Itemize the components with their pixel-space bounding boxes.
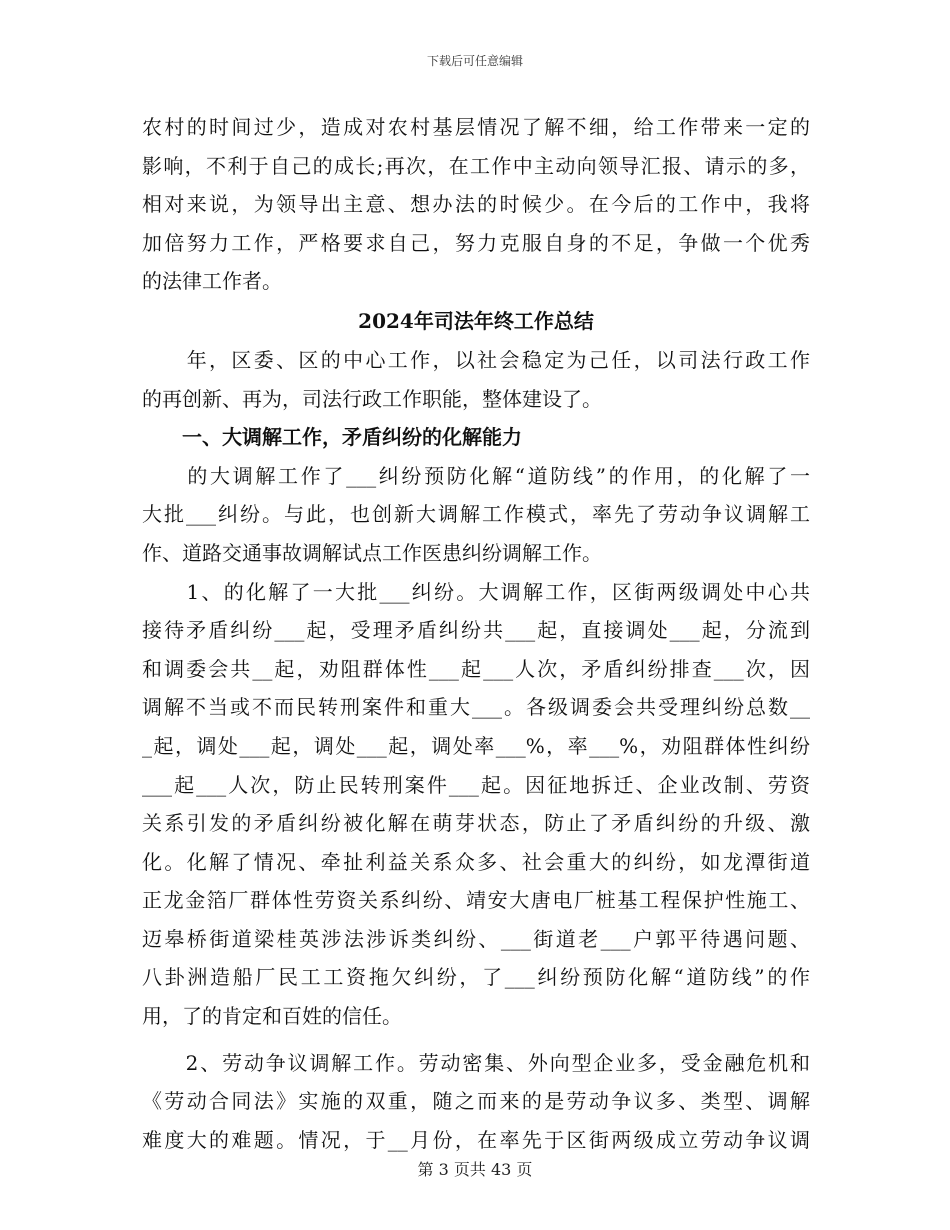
text-line: ___起___人次，防止民转刑案件___起。因征地拆迁、企业改制、劳资 [142,772,810,797]
text-line: 年，区委、区的中心工作，以社会稳定为己任，以司法行政工作 [142,347,810,372]
text-line: 大批___纠纷。与此，也创新大调解工作模式，率先了劳动争议调解工 [142,502,810,527]
text-line: 1、的化解了一大批___纠纷。大调解工作，区街两级调处中心共 [142,579,810,604]
section-heading: 一、大调解工作，矛盾纠纷的化解能力 [142,425,522,450]
item1-paragraph [142,573,810,1036]
text-line: 的再创新、再为，司法行政工作职能，整体建设了。 [142,386,602,411]
document-body [142,108,810,1159]
paragraph-gap [142,1036,810,1044]
section1-paragraph [142,457,810,573]
text-line: 相对来说，为领导出主意、想办法的时候少。在今后的工作中，我将 [142,192,810,217]
text-line: 正龙金箔厂群体性劳资关系纠纷、靖安大唐电厂桩基工程保护性施工、 [142,888,810,913]
text-line: _起，调处___起，调处___起，调处率___%，率___%，劝阻群体性纠纷 [142,733,810,758]
text-line: 2、劳动争议调解工作。劳动密集、外向型企业多，受金融危机和 [142,1050,810,1075]
text-line: 化。化解了情况、牵扯利益关系众多、社会重大的纠纷，如龙潭街道 [142,849,810,874]
text-line: 迈皋桥街道梁桂英涉法涉诉类纠纷、___街道老___户郭平待遇问题、 [142,926,810,951]
text-line: 的法律工作者。 [142,269,282,294]
text-line: 农村的时间过少，造成对农村基层情况了解不细，给工作带来一定的 [142,115,810,139]
intro-paragraph [142,341,810,418]
text-line: 影响，不利于自己的成长;再次，在工作中主动向领导汇报、请示的多， [142,153,810,178]
top-paragraph [142,108,810,301]
text-line: 和调委会共__起，劝阻群体性___起___人次，矛盾纠纷排查___次，因 [142,656,810,681]
page-footer: 第 3 页共 43 页 [417,1160,533,1179]
document-title: 2024年司法年终工作总结 [358,308,594,333]
text-line: 调解不当或不而民转刑案件和重大___。各级调委会共受理纠纷总数__ [142,695,810,720]
text-line: 加倍努力工作，严格要求自己，努力克服自身的不足，争做一个优秀 [142,230,810,255]
text-line: 的大调解工作了___纠纷预防化解“道防线”的作用，的化解了一 [142,463,810,488]
text-line: 《劳动合同法》实施的双重，随之而来的是劳动争议多、类型、调解 [142,1089,810,1114]
text-line: 用，了的肯定和百姓的信任。 [142,1004,402,1029]
text-line: 作、道路交通事故调解试点工作医患纠纷调解工作。 [142,540,602,565]
text-line: 八卦洲造船厂民工工资拖欠纠纷，了___纠纷预防化解“道防线”的作 [142,965,810,990]
text-line: 难度大的难题。情况，于__月份，在率先于区街两级成立劳动争议调 [142,1127,810,1152]
item2-paragraph [142,1044,810,1160]
page-header: 下载后可任意编辑 [426,54,523,68]
text-line: 关系引发的矛盾纠纷被化解在萌芽状态，防止了矛盾纠纷的升级、激 [142,811,810,836]
text-line: 接待矛盾纠纷___起，受理矛盾纠纷共___起，直接调处___起，分流到 [142,618,810,643]
